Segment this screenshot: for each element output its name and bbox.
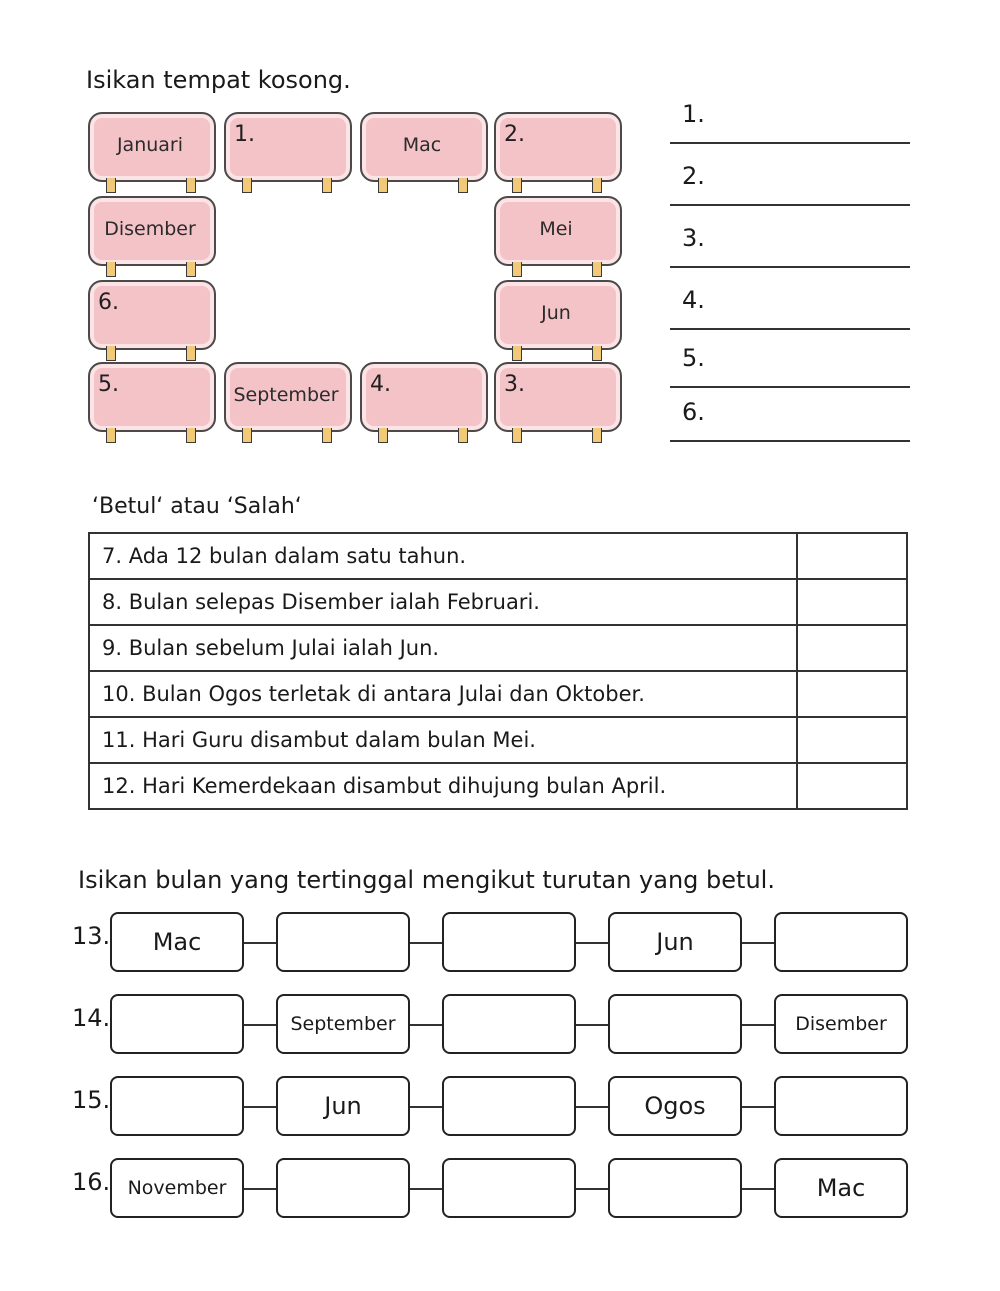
question-number: 14. [72,1004,111,1032]
month-box[interactable] [110,1076,244,1136]
bench-leg [242,178,252,193]
bench-leg [512,178,522,193]
bench-leg [458,428,468,443]
month-box[interactable] [608,994,742,1054]
bench-leg [322,428,332,443]
month-bench [360,362,488,444]
bench-leg [106,428,116,443]
month-box[interactable] [276,912,410,972]
answer-line[interactable] [670,330,910,388]
bench-leg [322,178,332,193]
answer-line[interactable] [670,148,910,206]
bench-month: Mei [539,218,573,240]
bench-number: 2. [504,122,525,147]
bench-leg [186,262,196,277]
month-box: September [276,994,410,1054]
month-box[interactable] [276,1158,410,1218]
bench-leg [592,178,602,193]
month-box[interactable] [442,912,576,972]
answer-cell[interactable] [797,533,907,579]
bench-leg [592,428,602,443]
month-box[interactable] [608,1158,742,1218]
month-bench [224,362,352,444]
month-box[interactable] [110,994,244,1054]
answer-cell[interactable] [797,671,907,717]
answer-line[interactable] [670,272,910,330]
table-row [89,579,907,625]
bench-leg [186,178,196,193]
bench-leg [378,428,388,443]
bench-leg [186,346,196,361]
month-box: Jun [276,1076,410,1136]
bench-number: 5. [98,372,119,397]
answer-line[interactable] [670,384,910,442]
sequence-row [0,912,1000,976]
bench-month: Januari [116,134,184,156]
month-bench [88,112,216,194]
statement-cell: 11. Hari Guru disambut dalam bulan Mei. [89,717,797,763]
bench-leg [458,178,468,193]
bench-month: Disember [104,218,196,240]
bench-leg [106,346,116,361]
answer-cell[interactable] [797,579,907,625]
month-box: Disember [774,994,908,1054]
month-box: November [110,1158,244,1218]
month-box: Mac [774,1158,908,1218]
bench-leg [186,428,196,443]
month-bench [360,112,488,194]
section1-heading: Isikan tempat kosong. [86,66,351,94]
bench-leg [512,428,522,443]
answer-cell[interactable] [797,625,907,671]
answer-cell[interactable] [797,717,907,763]
bench-month: September [233,384,339,406]
bench-number: 3. [504,372,525,397]
month-bench [494,362,622,444]
month-box[interactable] [774,912,908,972]
bench-leg [512,346,522,361]
answer-number: 6. [682,398,705,426]
true-false-table [88,532,908,810]
month-bench [224,112,352,194]
month-box[interactable] [442,994,576,1054]
question-number: 13. [72,922,111,950]
month-box[interactable] [774,1076,908,1136]
table-row [89,625,907,671]
table-row [89,763,907,809]
bench-number: 6. [98,290,119,315]
bench-number: 1. [234,122,255,147]
month-box: Jun [608,912,742,972]
bench-leg [512,262,522,277]
bench-month: Mac [402,134,442,156]
month-bench [88,196,216,278]
answer-line[interactable] [670,210,910,268]
section3-heading: Isikan bulan yang tertinggal mengikut turutan yang betul. [78,866,775,894]
answer-number: 2. [682,162,705,190]
section2-heading: ‘Betul‘ atau ‘Salah‘ [92,494,302,519]
month-bench [494,196,622,278]
answer-line[interactable] [670,86,910,144]
month-box[interactable] [442,1076,576,1136]
table-row [89,533,907,579]
month-bench [88,362,216,444]
bench-leg [106,178,116,193]
month-box[interactable] [442,1158,576,1218]
statement-cell: 9. Bulan sebelum Julai ialah Jun. [89,625,797,671]
statement-cell: 12. Hari Kemerdekaan disambut dihujung bulan April. [89,763,797,809]
statement-cell: 10. Bulan Ogos terletak di antara Julai dan Oktober. [89,671,797,717]
answer-number: 1. [682,100,705,128]
answer-number: 5. [682,344,705,372]
sequence-row [0,1076,1000,1140]
answer-cell[interactable] [797,763,907,809]
sequence-row [0,1158,1000,1222]
bench-leg [242,428,252,443]
bench-leg [592,262,602,277]
bench-month: Jun [541,302,571,324]
bench-leg [106,262,116,277]
statement-cell: 7. Ada 12 bulan dalam satu tahun. [89,533,797,579]
month-bench [494,280,622,362]
question-number: 16. [72,1168,111,1196]
month-bench [494,112,622,194]
answer-number: 3. [682,224,705,252]
month-box: Mac [110,912,244,972]
sequence-row [0,994,1000,1058]
table-row [89,717,907,763]
answer-number: 4. [682,286,705,314]
bench-number: 4. [370,372,391,397]
question-number: 15. [72,1086,111,1114]
month-bench [88,280,216,362]
statement-cell: 8. Bulan selepas Disember ialah Februari. [89,579,797,625]
bench-leg [592,346,602,361]
bench-leg [378,178,388,193]
month-box: Ogos [608,1076,742,1136]
table-row [89,671,907,717]
